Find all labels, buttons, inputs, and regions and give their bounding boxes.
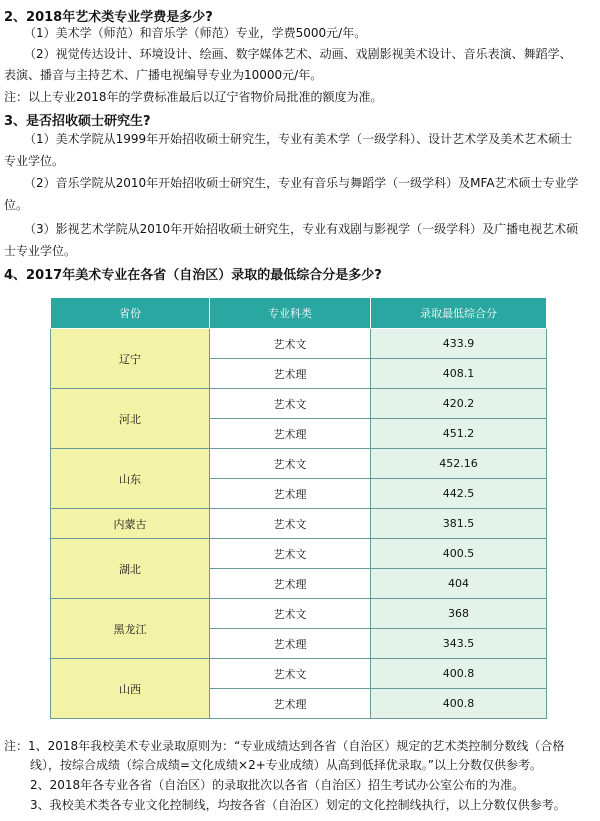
table-row: [51, 659, 547, 689]
score-cell: 343.5: [371, 629, 547, 659]
note-3: 3、我校美术类各专业文化控制线，均按各省（自治区）划定的文化控制线执行，以上分数仅供参考。: [30, 798, 566, 812]
score-cell: 400.5: [371, 539, 547, 569]
masters-paragraph-3-cont: 士专业学位。: [4, 244, 77, 258]
score-cell: 408.1: [371, 359, 547, 389]
section-3-title: 3、是否招收硕士研究生?: [4, 114, 151, 129]
subject-cell: 艺术文: [210, 659, 371, 689]
subject-cell: 艺术理: [210, 419, 371, 449]
score-cell: 452.16: [371, 449, 547, 479]
header-subject: 专业科类: [210, 298, 371, 329]
subject-cell: 艺术文: [210, 329, 371, 359]
table-row: [51, 449, 547, 479]
tuition-paragraph-1: （1）美术学（师范）和音乐学（师范）专业，学费5000元/年。: [24, 26, 367, 40]
section-4-title: 4、2017年美术专业在各省（自治区）录取的最低综合分是多少?: [4, 268, 382, 283]
note-1: 注：1、2018年我校美术专业录取原则为：“专业成绩达到各省（自治区）规定的艺术类控制分数线（合格: [4, 739, 565, 753]
province-cell: 山西: [51, 659, 210, 719]
subject-cell: 艺术文: [210, 389, 371, 419]
note-1-cont: 线），按综合成绩（综合成绩=文化成绩×2+专业成绩）从高到低择优录取。”以上分数仅供参考。: [30, 758, 543, 772]
masters-paragraph-3: （3）影视艺术学院从2010年开始招收硕士研究生，专业有戏剧与影视学（一级学科）及广播电视艺术硕: [24, 222, 579, 236]
subject-cell: 艺术理: [210, 689, 371, 719]
province-cell: 内蒙古: [51, 509, 210, 539]
masters-paragraph-1: （1）美术学院从1999年开始招收硕士研究生，专业有美术学（一级学科）、设计艺术学及美术艺术硕士: [24, 132, 573, 146]
score-cell: 442.5: [371, 479, 547, 509]
header-province: 省份: [51, 298, 210, 329]
masters-paragraph-2: （2）音乐学院从2010年开始招收硕士研究生，专业有音乐与舞蹈学（一级学科）及MFA艺术硕士专业学: [24, 176, 579, 190]
masters-paragraph-2-cont: 位。: [4, 198, 29, 212]
subject-cell: 艺术理: [210, 479, 371, 509]
province-cell: 辽宁: [51, 329, 210, 389]
subject-cell: 艺术文: [210, 509, 371, 539]
score-cell: 451.2: [371, 419, 547, 449]
admission-score-table: [50, 297, 547, 719]
score-cell: 433.9: [371, 329, 547, 359]
table-row: [51, 329, 547, 359]
province-cell: 山东: [51, 449, 210, 509]
subject-cell: 艺术文: [210, 599, 371, 629]
score-cell: 368: [371, 599, 547, 629]
score-cell: 420.2: [371, 389, 547, 419]
score-cell: 400.8: [371, 659, 547, 689]
subject-cell: 艺术文: [210, 539, 371, 569]
section-2-title: 2、2018年艺术类专业学费是多少?: [4, 10, 213, 25]
table-row: [51, 389, 547, 419]
score-cell: 404: [371, 569, 547, 599]
table-row: [51, 539, 547, 569]
header-score: 录取最低综合分: [371, 298, 547, 329]
score-cell: 400.8: [371, 689, 547, 719]
province-cell: 黑龙江: [51, 599, 210, 659]
tuition-paragraph-2: （2）视觉传达设计、环境设计、绘画、数字媒体艺术、动画、戏剧影视美术设计、音乐表演、舞蹈学、: [24, 47, 572, 61]
subject-cell: 艺术理: [210, 629, 371, 659]
score-cell: 381.5: [371, 509, 547, 539]
subject-cell: 艺术理: [210, 359, 371, 389]
province-cell: 河北: [51, 389, 210, 449]
table-row: [51, 509, 547, 539]
masters-paragraph-1-cont: 专业学位。: [4, 154, 65, 168]
province-cell: 湖北: [51, 539, 210, 599]
tuition-note: 注：以上专业2018年的学费标准最后以辽宁省物价局批准的额度为准。: [4, 90, 383, 104]
table-header-row: [51, 298, 547, 329]
table-row: [51, 599, 547, 629]
subject-cell: 艺术文: [210, 449, 371, 479]
subject-cell: 艺术理: [210, 569, 371, 599]
tuition-paragraph-2-cont: 表演、播音与主持艺术、广播电视编导专业为10000元/年。: [4, 68, 323, 82]
note-2: 2、2018年各专业各省（自治区）的录取批次以各省（自治区）招生考试办公室公布的为准。: [30, 778, 525, 792]
